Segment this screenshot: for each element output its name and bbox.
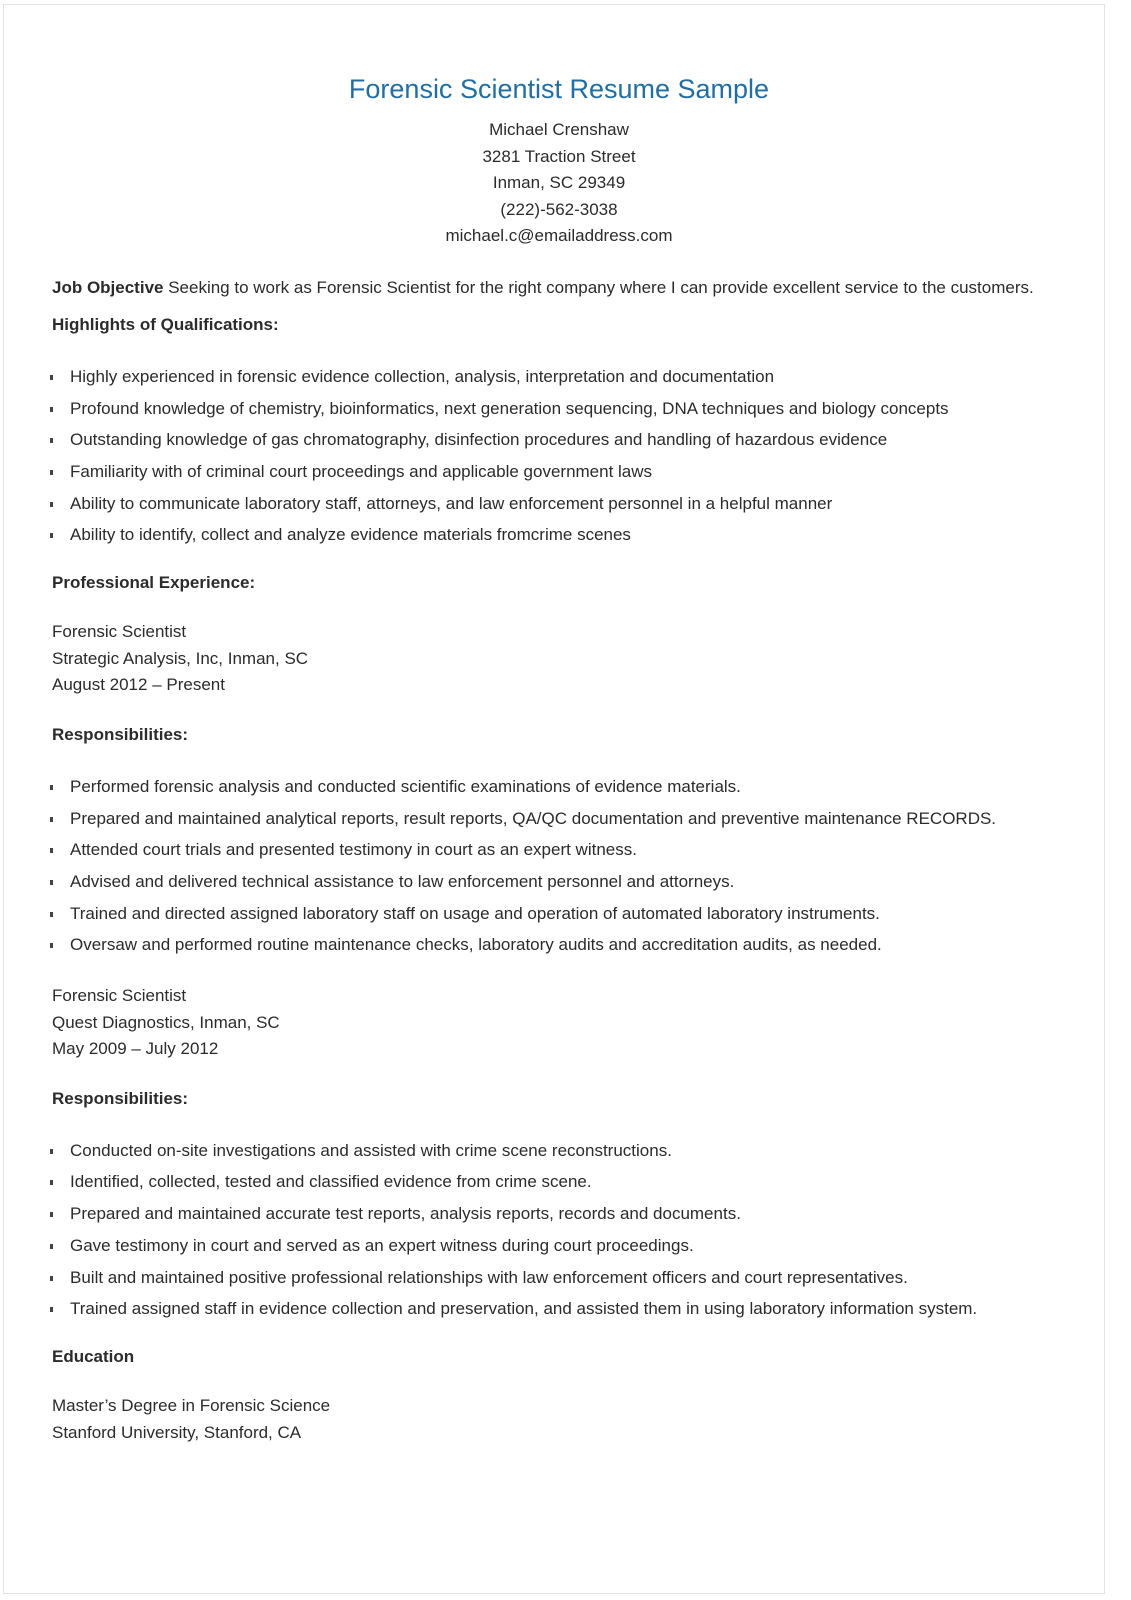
list-item: Performed forensic analysis and conducted scientific examinations of evidence materials.	[52, 771, 1062, 803]
list-item: Trained assigned staff in evidence collection and preservation, and assisted them in using laboratory information system.	[52, 1293, 1062, 1325]
job-2-title: Forensic Scientist	[52, 986, 187, 1005]
list-item: Profound knowledge of chemistry, bioinformatics, next generation sequencing, DNA techniques and biology concepts	[52, 393, 1062, 425]
job-1-dates: August 2012 – Present	[52, 675, 225, 695]
resume-content	[52, 71, 1062, 1446]
job-2-responsibilities-heading: Responsibilities:	[52, 1088, 189, 1108]
list-item: Identified, collected, tested and classified evidence from crime scene.	[52, 1166, 1062, 1198]
list-item: Ability to identify, collect and analyze evidence materials fromcrime scenes	[52, 519, 1062, 551]
page-title: Forensic Scientist Resume Sample	[348, 74, 770, 104]
list-item: Prepared and maintained analytical reports, result reports, QA/QC documentation and preventive maintenance RECORDS.	[52, 803, 1062, 835]
job-objective-label: Job Objective	[52, 277, 164, 297]
list-item: Highly experienced in forensic evidence collection, analysis, interpretation and documentation	[52, 361, 1062, 393]
list-item: Gave testimony in court and served as an expert witness during court proceedings.	[52, 1230, 1062, 1262]
education-degree: Master’s Degree in Forensic Science	[52, 1395, 331, 1415]
contact-street: 3281 Traction Street	[482, 146, 636, 166]
list-item: Familiarity with of criminal court proceedings and applicable government laws	[52, 456, 1062, 488]
education-heading: Education	[52, 1346, 135, 1366]
list-item: Conducted on-site investigations and assisted with crime scene reconstructions.	[52, 1135, 1062, 1167]
contact-phone: (222)-562-3038	[500, 199, 618, 219]
job-1-responsibilities-heading: Responsibilities:	[52, 724, 189, 744]
list-item: Attended court trials and presented testimony in court as an expert witness.	[52, 834, 1062, 866]
list-item: Advised and delivered technical assistance to law enforcement personnel and attorneys.	[52, 866, 1062, 898]
job-1-info	[52, 619, 1062, 699]
job-2-company: Quest Diagnostics, Inman, SC	[52, 1012, 280, 1032]
highlights-list	[52, 361, 1062, 551]
job-1-title: Forensic Scientist	[52, 622, 187, 642]
contact-email: michael.c@emailaddress.com	[445, 226, 673, 246]
list-item: Trained and directed assigned laboratory staff on usage and operation of automated laboratory instruments.	[52, 898, 1062, 930]
experience-heading: Professional Experience:	[52, 573, 256, 593]
contact-block	[52, 117, 1062, 250]
job-1-responsibilities-list	[52, 771, 1062, 961]
job-2-dates: May 2009 – July 2012	[52, 1039, 219, 1059]
job-2-responsibilities-list	[52, 1135, 1062, 1325]
list-item: Prepared and maintained accurate test reports, analysis reports, records and documents.	[52, 1198, 1062, 1230]
list-item: Ability to communicate laboratory staff, attorneys, and law enforcement personnel in a helpful manner	[52, 488, 1062, 520]
highlights-heading: Highlights of Qualifications:	[52, 314, 279, 334]
education-school: Stanford University, Stanford, CA	[52, 1422, 302, 1442]
job-2-info	[52, 983, 1062, 1063]
contact-city: Inman, SC 29349	[492, 173, 626, 193]
education-info	[52, 1393, 1062, 1446]
job-objective-text: Seeking to work as Forensic Scientist for the right company where I can provide excellent service to the customers.	[163, 277, 1034, 297]
resume-page	[3, 4, 1105, 1594]
contact-name: Michael Crenshaw	[489, 120, 629, 139]
list-item: Built and maintained positive professional relationships with law enforcement officers and court representatives.	[52, 1262, 1062, 1294]
list-item: Oversaw and performed routine maintenance checks, laboratory audits and accreditation audits, as needed.	[52, 929, 1062, 961]
job-objective	[52, 274, 1052, 301]
job-1-company: Strategic Analysis, Inc, Inman, SC	[52, 648, 309, 668]
list-item: Outstanding knowledge of gas chromatography, disinfection procedures and handling of hazardous evidence	[52, 424, 1062, 456]
